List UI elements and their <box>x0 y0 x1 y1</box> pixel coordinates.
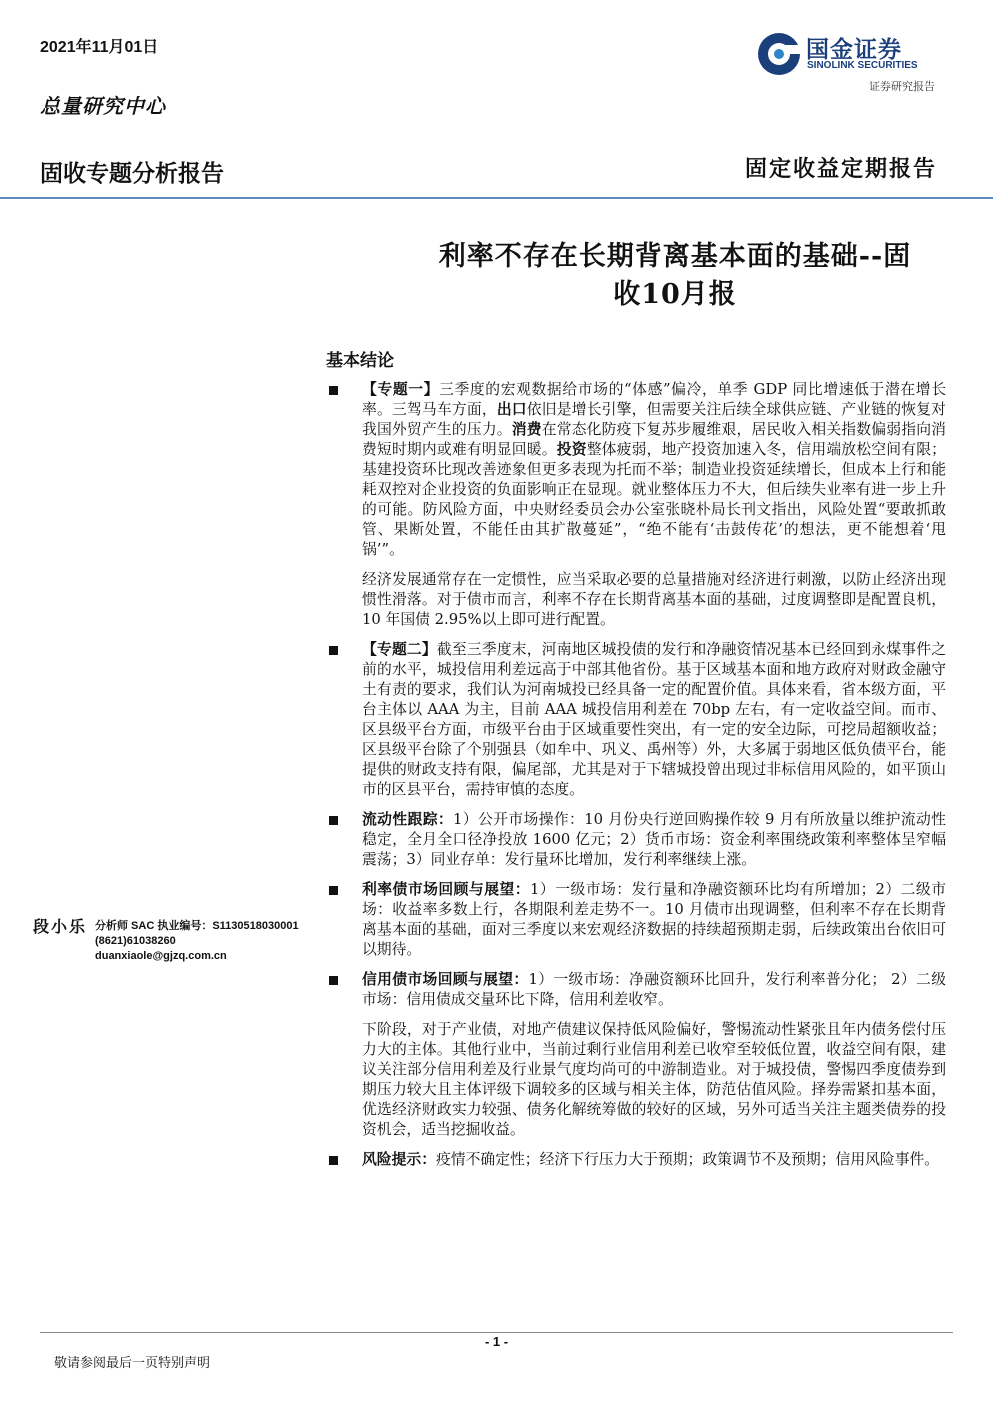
logo-subtitle: 证券研究报告 <box>869 80 935 93</box>
item-text: 依旧是增长引擎，但需要关注后续全球供应链、产业链的恢复对我国外贸产生的压力。 <box>362 401 946 438</box>
footer-divider <box>40 1332 953 1333</box>
header-divider <box>0 197 993 199</box>
conclusions-list <box>326 380 946 1180</box>
report-type: 固收专题分析报告 <box>40 161 224 187</box>
analyst-phone: (8621)61038260 <box>95 935 176 947</box>
item-text: 三季度的宏观数据给市场的“体感”偏冷，单季 GDP 同比增速低于潜在增长率。三驾马车方面， <box>362 381 946 418</box>
conclusion-item <box>326 880 946 960</box>
item-lead: 信用债市场回顾与展望： <box>362 971 529 988</box>
conclusion-item <box>326 640 946 800</box>
square-bullet-icon <box>329 646 338 655</box>
item-follow-paragraph: 下阶段，对于产业债，对地产债建议保持低风险偏好，警惕流动性紧张且年内债务偿付压力大的主体。其他行业中，当前过剩行业信用利差已收窄至较低位置，收益空间有限，建议关注部分信用利差及行业景气度均尚可的中游制造业。对于城投债，警惕四季度债券到期压力较大且主体评级下调较多的区域与相关主体，防范估值风险。择券需紧扣基本面，优选经济财政实力较强、债务化解统筹做的较好的区域，另外可适当关注主题类债券的投资机会，适当挖掘收益。 <box>362 1021 946 1138</box>
square-bullet-icon <box>329 386 338 395</box>
section-heading: 基本结论 <box>326 351 394 371</box>
square-bullet-icon <box>329 976 338 985</box>
item-text: 截至三季度末，河南地区城投债的发行和净融资情况基本已经回到永煤事件之前的水平，城投信用利差远高于中部其他省份。基于区域基本面和地方政府对财政金融守土有责的要求，我们认为河南城投已经具备一定的配置价值。具体来看，省本级方面，平台主体以 AAA 为主，目前 AAA 城投信用利差在 70bp 左右，有一定收益空间。而市、区县级平台方面，市级平台由于区域重要性突出，有一定的安全边际，可挖局超额收益；区县级平台除了个别强县（如牟中、巩义、禹州等）外，大多属于弱地区低负债平台，能提供的财政支持有限，偏尾部，尤其是对于下辖城投曾出现过非标信用风险的，如平顶山市的区县平台，需持审慎的态度。 <box>362 641 946 798</box>
item-lead: 流动性跟踪： <box>362 811 454 828</box>
report-kind: 固定收益定期报告 <box>744 156 937 182</box>
item-text: 疫情不确定性；经济下行压力大于预期；政策调节不及预期；信用风险事件。 <box>436 1151 940 1168</box>
sinolink-logo-icon <box>756 31 802 77</box>
item-emphasis: 投资 <box>556 441 587 458</box>
report-date: 2021年11月01日 <box>40 39 159 56</box>
logo-name-en: SINOLINK SECURITIES <box>807 60 918 71</box>
item-text: 在常态化防疫下复苏步履维艰，居民收入相关指数偏弱指向消费短时期内或难有明显回暖。 <box>362 421 946 458</box>
item-text: 整体疲弱，地产投资加速入冬，信用端放松空间有限；基建投资环比现改善迹象但更多表现为托而不举；制造业投资延续增长，但成本上行和能耗双控对企业投资的负面影响正在显现。就业整体压力不大，但后续失业率有进一步上升的可能。防风险方面，中央财经委员会办公室张晓朴局长刊文指出，风险处置“要敢抓敢管、果断处置，不能任由其扩散蔓延”，“绝不能有‘击鼓传花’的想法，更不能想着‘甩锅’”。 <box>362 441 946 558</box>
item-lead: 【专题一】 <box>362 381 440 398</box>
analyst-email: duanxiaole@gjzq.com.cn <box>95 950 227 962</box>
item-text: 1）公开市场操作：10 月份央行逆回购操作较 9 月有所放量以维护流动性稳定，全月全口径净投放 1600 亿元；2）货币市场：资金利率围绕政策利率整体呈窄幅震荡；3）同业存单：发行量环比增加，发行利率继续上涨。 <box>362 811 946 868</box>
title-line-2: 收10月报 <box>613 279 737 310</box>
item-emphasis: 消费 <box>511 421 542 438</box>
conclusion-item <box>326 380 946 560</box>
page-number: - 1 - <box>484 1334 509 1349</box>
logo-name-cn: 国金证券 <box>806 37 902 63</box>
square-bullet-icon <box>329 886 338 895</box>
title-line-1: 利率不存在长期背离基本面的基础--固 <box>438 241 912 272</box>
square-bullet-icon <box>329 816 338 825</box>
department-name: 总量研究中心 <box>40 94 166 118</box>
conclusion-item <box>326 1150 946 1170</box>
item-text: 1）一级市场：发行量和净融资额环比均有所增加；2）二级市场：收益率多数上行，各期限利差走势不一。10 月债市出现调整，但利率不存在长期背离基本面的基础，面对三季度以来宏观经济数据的持续超预期走弱，后续政策出台依旧可以期待。 <box>362 881 946 958</box>
report-title <box>405 238 945 314</box>
item-emphasis: 出口 <box>496 401 527 418</box>
footer-disclaimer: 敬请参阅最后一页特别声明 <box>54 1356 211 1371</box>
item-lead: 风险提示： <box>362 1151 436 1168</box>
conclusion-item <box>326 970 946 1010</box>
square-bullet-icon <box>329 1156 338 1165</box>
conclusion-item <box>326 810 946 870</box>
item-lead: 利率债市场回顾与展望： <box>362 881 531 898</box>
item-follow-paragraph: 经济发展通常存在一定惯性，应当采取必要的总量措施对经济进行刺激，以防止经济出现惯性滑落。对于债市而言，利率不存在长期背离基本面的基础，过度调整即是配置良机，10 年国债 2.95%以上即可进行配置。 <box>362 571 946 628</box>
analyst-name: 段小乐 <box>33 917 88 936</box>
item-text: 1）一级市场：净融资额环比回升，发行利率普分化； 2）二级市场：信用债成交量环比下降，信用利差收窄。 <box>362 971 946 1008</box>
item-lead: 【专题二】 <box>362 641 437 658</box>
analyst-credential: 分析师 SAC 执业编号：S1130518030001 <box>95 920 299 932</box>
company-logo <box>756 28 956 80</box>
